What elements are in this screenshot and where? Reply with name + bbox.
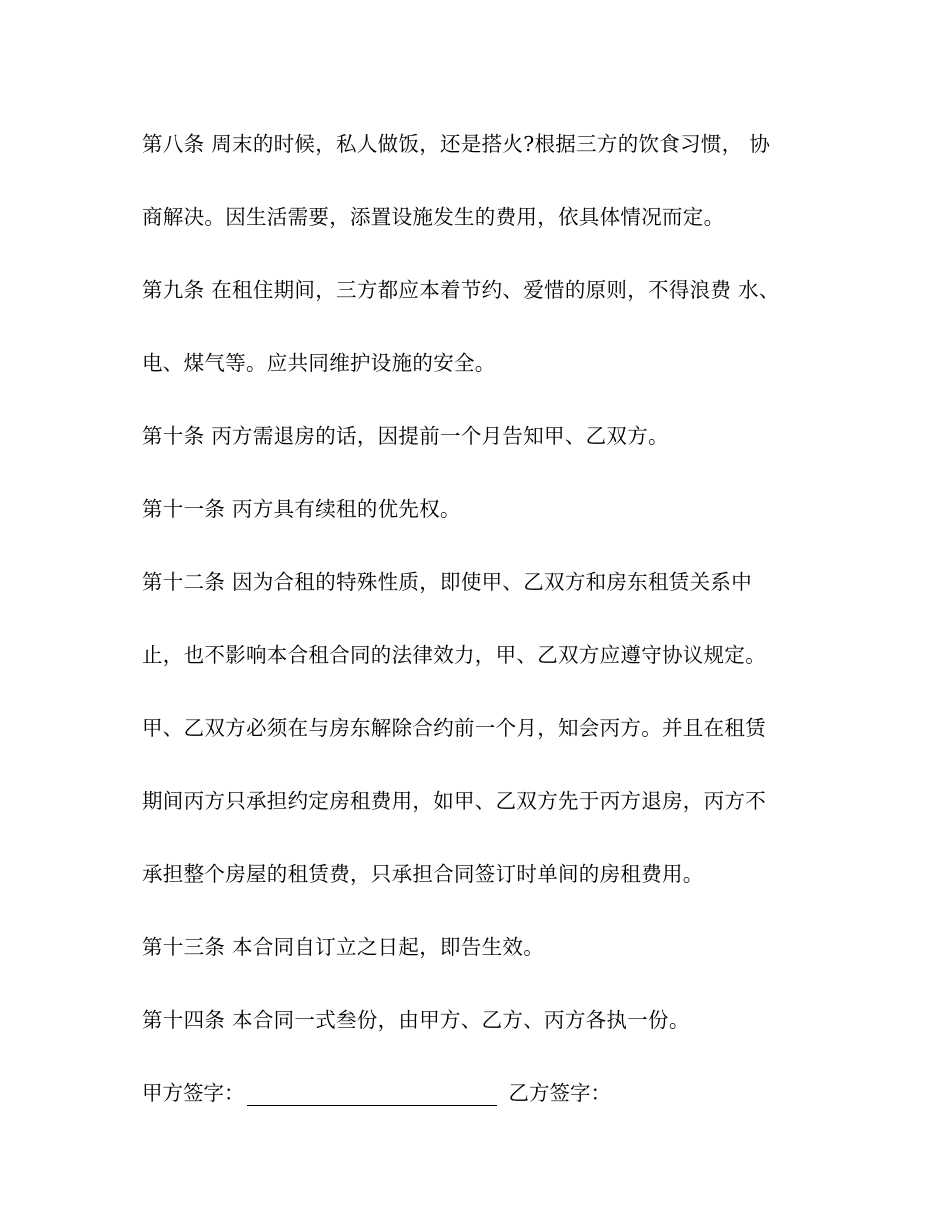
signature-row xyxy=(142,1080,822,1106)
article-9-line-2: 电、煤气等。应共同维护设施的安全。 xyxy=(142,351,496,375)
article-9-line-1: 第九条 在租住期间，三方都应本着节约、爱惜的原则，不得浪费 水、 xyxy=(142,278,780,302)
article-8-line-2: 商解决。因生活需要，添置设施发生的费用，依具体情况而定。 xyxy=(142,205,725,229)
article-12-line-3: 甲、乙双方必须在与房东解除合约前一个月，知会丙方。并且在租赁 xyxy=(142,716,766,740)
article-8-line-1: 第八条 周末的时候，私人做饭，还是搭火?根据三方的饮食习惯， 协 xyxy=(142,132,771,156)
article-12-line-1: 第十二条 因为合租的特殊性质，即使甲、乙双方和房东租赁关系中 xyxy=(142,570,753,594)
article-10-line: 第十条 丙方需退房的话，因提前一个月告知甲、乙双方。 xyxy=(142,424,669,448)
party-a-signature-label: 甲方签字： xyxy=(142,1081,245,1105)
article-11-line: 第十一条 丙方具有续租的优先权。 xyxy=(142,497,461,521)
article-12-line-2: 止，也不影响本合租合同的法律效力，甲、乙双方应遵守协议规定。 xyxy=(142,643,766,667)
article-13-line: 第十三条 本合同自订立之日起，即告生效。 xyxy=(142,935,545,959)
article-14-line: 第十四条 本合同一式叁份，由甲方、乙方、丙方各执一份。 xyxy=(142,1008,690,1032)
article-12-line-4: 期间丙方只承担约定房租费用，如甲、乙双方先于丙方退房，丙方不 xyxy=(142,789,766,813)
party-a-signature-line[interactable] xyxy=(247,1085,497,1106)
party-b-signature-label: 乙方签字： xyxy=(508,1081,611,1105)
article-12-line-5: 承担整个房屋的租赁费，只承担合同签订时单间的房租费用。 xyxy=(142,862,704,886)
